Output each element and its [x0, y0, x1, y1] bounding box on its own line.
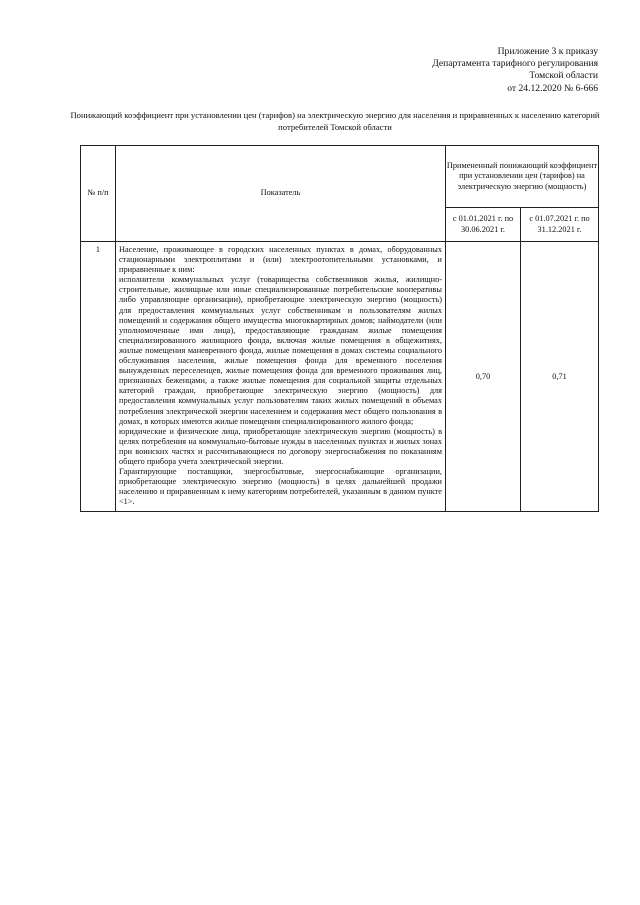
appendix-line: Томской области [529, 70, 598, 82]
document-title: Понижающий коэффициент при установлении цен (тарифов) на электрическую энергию для населения и приравненных к населению категорий потребителей Томской области [70, 110, 600, 132]
table-row [81, 242, 599, 512]
indicator-paragraph: юридические и физические лица, приобретающие электрическую энергию (мощность) в целях потребления на коммунально-бытовые нужды в населенных пунктах и жилых зонах при воинских частях и рассчитывающиеся по договору энергоснабжения по показаниям общего прибора учета электрической энергии. [119, 426, 442, 466]
appendix-header [432, 46, 598, 95]
header-num: № п/п [81, 146, 116, 242]
coefficient-table [80, 145, 599, 512]
appendix-line: Приложение 3 к приказу [497, 46, 598, 57]
indicator-paragraph: Гарантирующие поставщики, энергосбытовые, энергоснабжающие организации, приобретающие электрическую энергию (мощность) в целях дальнейшей продажи населению и приравненным к нему категориям потребителей, указанным в данном пункте <1>. [119, 467, 442, 507]
appendix-line: Департамента тарифного регулирования [432, 58, 598, 70]
row-number: 1 [81, 242, 116, 512]
indicator-paragraph: Население, проживающее в городских населенных пунктах в домах, оборудованных стационарными электроплитами и (или) электроотопительными установками, и приравненные к ним: [119, 245, 442, 275]
header-period-2: с 01.07.2021 г. по 31.12.2021 г. [521, 208, 599, 242]
table-header-row [81, 146, 599, 208]
indicator-paragraph: исполнители коммунальных услуг (товарищества собственников жилья, жилищно-строительные, жилищные или иные специализированные потребительские кооперативы либо управляющие организации), приобретающие электрическую энергию (мощность) для предоставления коммунальных услуг собственникам и пользователям жилых помещений и содержания общего имущества многоквартирных домов; наймодатели (или уполномоченные ими лица), предоставляющие гражданам жилые помещения специализированного жилищного фонда, включая жилые помещения в общежитиях, жилые помещения маневренного фонда, жилые помещения в домах системы социального обслуживания населения, жилые помещения фонда для временного поселения вынужденных переселенцев, жилые помещения фонда для временного проживания лиц, признанных беженцами, а также жилые помещения для социальной защиты отдельных категорий граждан, приобретающие электрическую энергию (мощность) для предоставления коммунальных услуг пользователям таких жилых помещений в объемах потребления электрической энергии населением и содержания мест общего пользования в домах, в которых имеются жилые помещения специализированного жилого фонда; [119, 275, 442, 426]
header-coefficient: Примененный понижающий коэффициент при установлении цен (тарифов) на электрическую энергию (мощность) [446, 146, 599, 208]
header-indicator: Показатель [116, 146, 446, 242]
coefficient-value-period-2: 0,71 [521, 242, 599, 512]
coefficient-value-period-1: 0,70 [446, 242, 521, 512]
appendix-date: от 24.12.2020 № 6-666 [507, 82, 598, 94]
header-period-1: с 01.01.2021 г. по 30.06.2021 г. [446, 208, 521, 242]
row-indicator [116, 242, 446, 512]
